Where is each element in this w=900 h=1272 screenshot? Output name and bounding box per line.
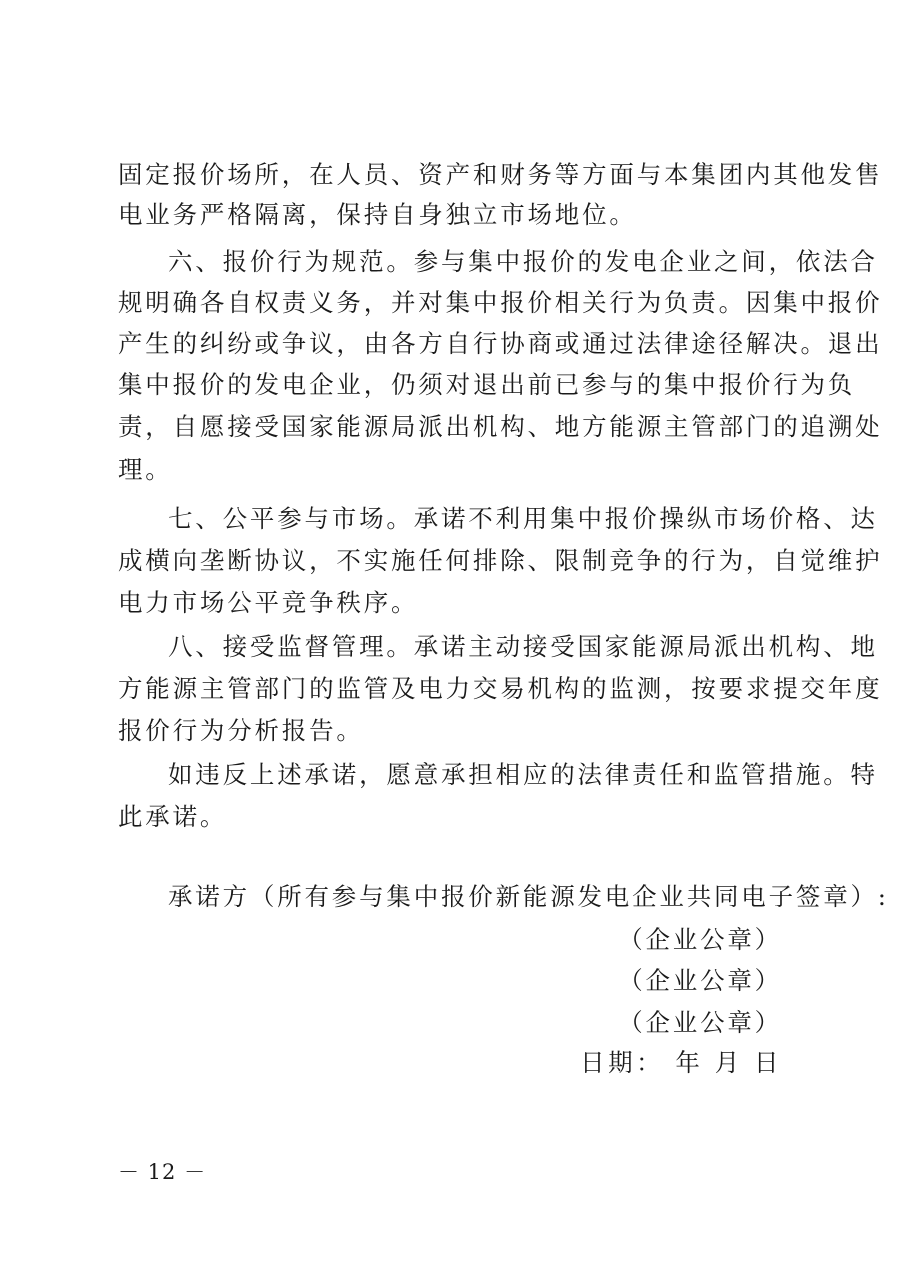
paragraph-line: 方能源主管部门的监管及电力交易机构的监测，按要求提交年度: [118, 674, 883, 703]
paragraph-line: 报价行为分析报告。: [118, 716, 364, 745]
paragraph-line: 如违反上述承诺，愿意承担相应的法律责任和监管措施。特: [168, 760, 878, 789]
paragraph-line: 此承诺。: [118, 802, 228, 831]
page-number: － 12 －: [118, 1160, 207, 1184]
date-label: 日期： 年 月 日: [580, 1048, 782, 1077]
paragraph-line: 八、接受监督管理。承诺主动接受国家能源局派出机构、地: [168, 632, 878, 661]
paragraph-line: 电业务严格隔离，保持自身独立市场地位。: [118, 200, 637, 229]
paragraph-line: 七、公平参与市场。承诺不利用集中报价操纵市场价格、达: [168, 504, 878, 533]
promisor-label: 承诺方（所有参与集中报价新能源发电企业共同电子签章）:: [168, 882, 889, 911]
paragraph-line: 产生的纠纷或争议，由各方自行协商或通过法律途径解决。退出: [118, 329, 883, 358]
company-seal-placeholder: （企业公章）: [618, 1008, 782, 1037]
paragraph-line: 成横向垄断协议，不实施任何排除、限制竞争的行为，自觉维护: [118, 546, 883, 575]
paragraph-line: 责，自愿接受国家能源局派出机构、地方能源主管部门的追溯处: [118, 412, 883, 441]
paragraph-line: 规明确各自权责义务，并对集中报价相关行为负责。因集中报价: [118, 288, 883, 317]
paragraph-line: 理。: [118, 455, 173, 484]
company-seal-placeholder: （企业公章）: [618, 966, 782, 995]
company-seal-placeholder: （企业公章）: [618, 925, 782, 954]
paragraph-line: 固定报价场所，在人员、资产和财务等方面与本集团内其他发售: [118, 160, 883, 189]
paragraph-line: 电力市场公平竞争秩序。: [118, 588, 419, 617]
paragraph-line: 六、报价行为规范。参与集中报价的发电企业之间，依法合: [168, 247, 878, 276]
paragraph-line: 集中报价的发电企业，仍须对退出前已参与的集中报价行为负: [118, 370, 856, 399]
